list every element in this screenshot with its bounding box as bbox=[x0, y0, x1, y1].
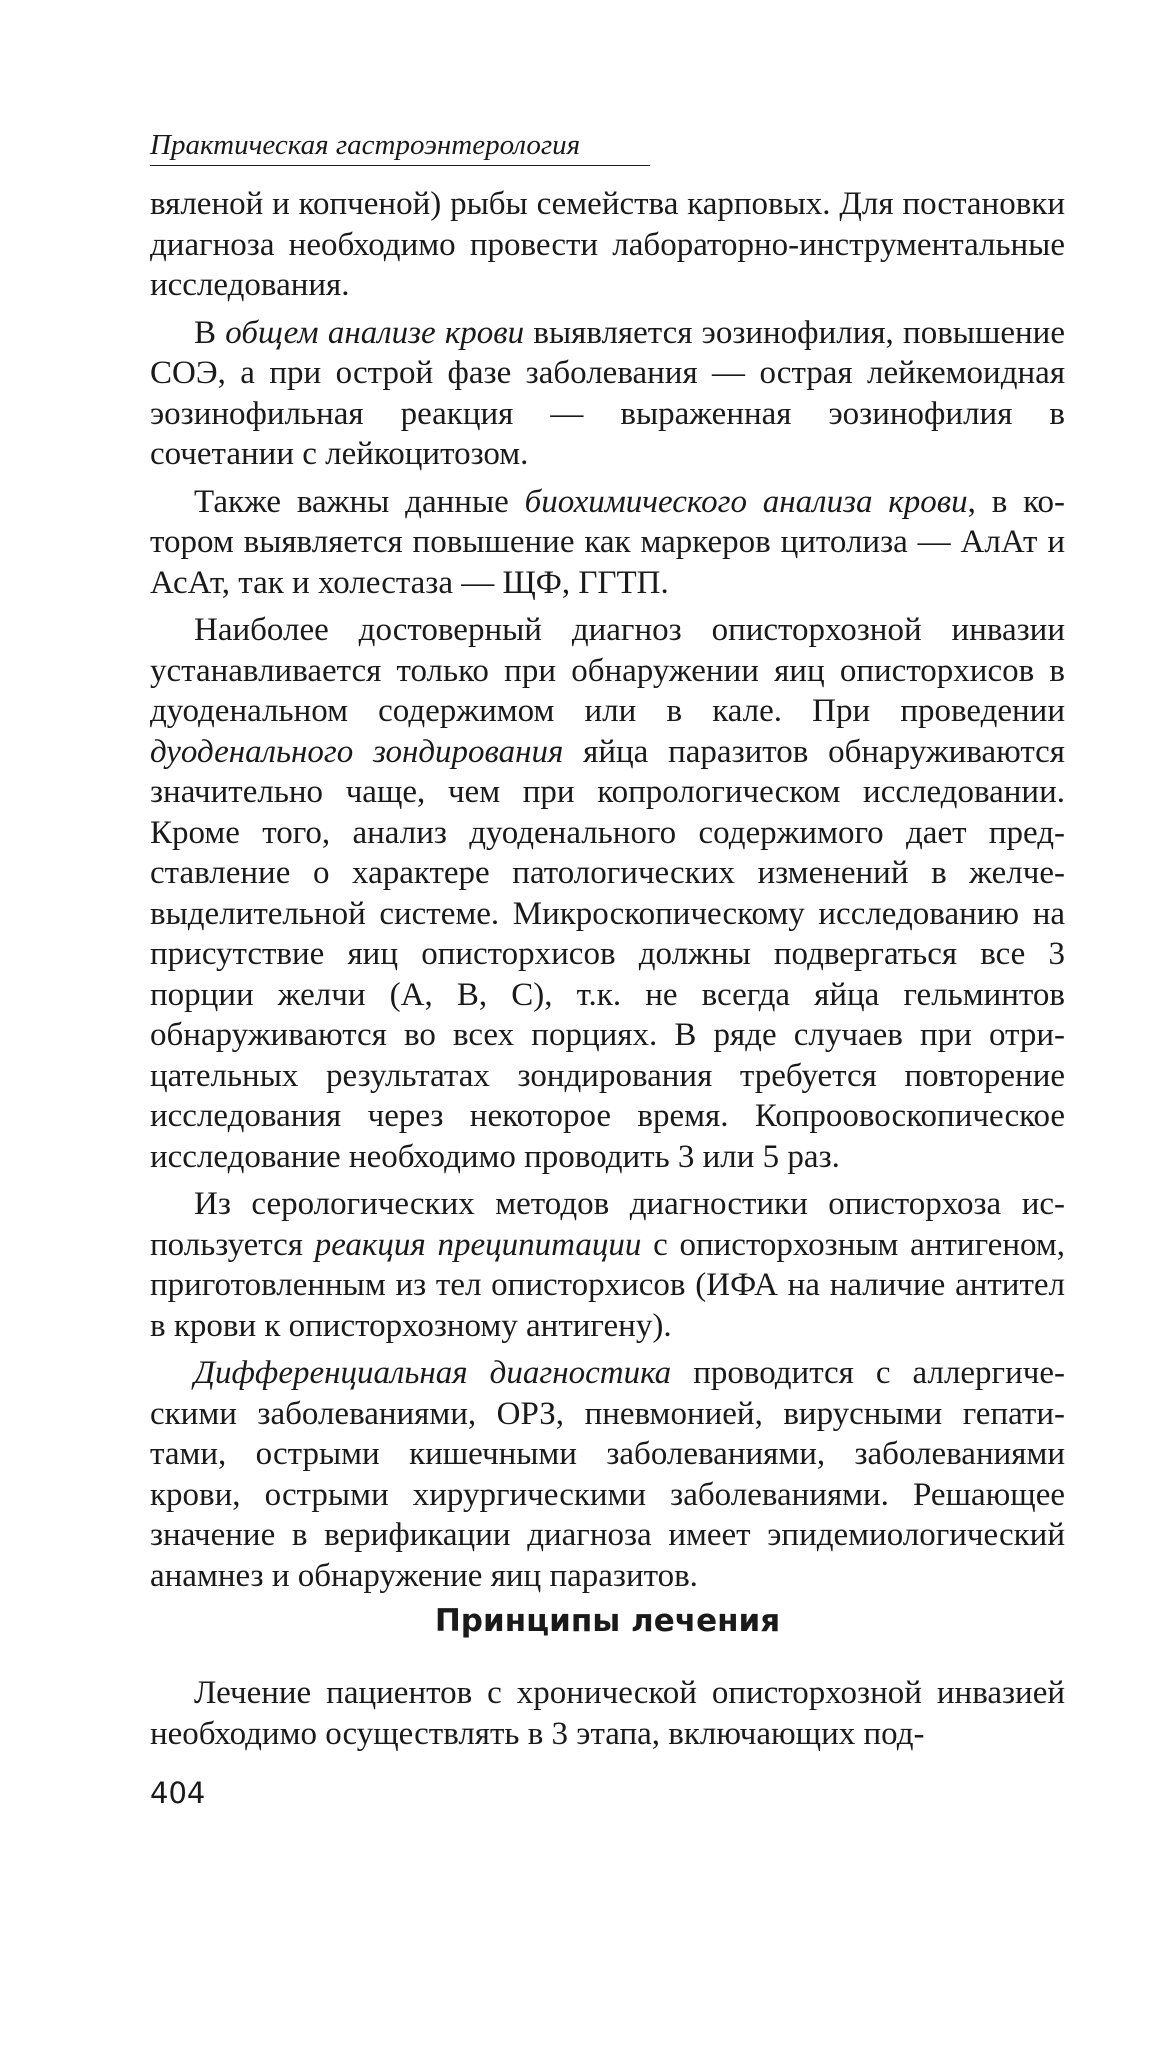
text-run: проводится с аллергическими заболеваниями, ОРЗ, пневмонией, вирусными гепатитами, острыми кишечными заболеваниями, заболеваниями крови, острыми хирургическими заболеваниями. Решающее значение в верификации диагноза имеет эпидемиологический анамнез и обнаружение яиц паразитов. bbox=[150, 1355, 1065, 1594]
paragraph bbox=[150, 610, 1065, 1177]
text-run: , в котором выявляется повышение как маркеров цитолиза — АлАт и АсАт, так и холестаза — ЩФ, ГГТП. bbox=[150, 483, 1065, 601]
running-head: Практическая гастроэнтерология bbox=[150, 128, 650, 166]
text-run: В bbox=[194, 314, 226, 351]
paragraph bbox=[150, 1353, 1065, 1596]
paragraph bbox=[150, 184, 1065, 306]
paragraph: Лечение пациентов с хронической описторхозной инвазией необходимо осуществлять в 3 этапа, включающих под- bbox=[150, 1675, 1065, 1752]
italic-term: дуоденального зондирования bbox=[150, 733, 564, 770]
text-run: вяленой и копченой) рыбы семейства карповых. Для постановки диагноза необходимо провести лабораторно-инструментальные исследования. bbox=[150, 186, 1065, 303]
text-run: выявляется эозинофилия, повышение СОЭ, а при острой фазе заболевания — острая лейкемоидная эозинофильная реакция — выраженная эозинофилия в сочетании с лейкоцитозом. bbox=[150, 314, 1065, 472]
text-run: Наиболее достоверный диагноз описторхозной инвазии устанавливается только при обнаружении яиц описторхисов в дуоденальном содержимом или в кале. При проведении bbox=[150, 612, 1065, 729]
italic-term: биохимического анализа крови bbox=[524, 483, 968, 520]
italic-term: реакция преципитации bbox=[314, 1226, 642, 1263]
section-heading: Принципы лечения bbox=[434, 1603, 781, 1639]
italic-term: Дифференциальная диагностика bbox=[194, 1355, 672, 1391]
paragraph bbox=[150, 1184, 1065, 1346]
paragraph bbox=[150, 482, 1065, 604]
text-run: Также важны данные bbox=[194, 483, 525, 520]
text-run: с описторхозным антигеном, приготовленным из тел описторхисов (ИФА на наличие антител в крови к описторхозному антигену). bbox=[150, 1226, 1065, 1344]
body-text bbox=[150, 184, 1065, 1603]
paragraph bbox=[150, 313, 1065, 475]
italic-term: общем анализе крови bbox=[225, 314, 525, 351]
text-run: Из серологических методов диагностики описторхоза используется bbox=[150, 1186, 1065, 1263]
closing-text bbox=[150, 1673, 1065, 1754]
text-run: яйца паразитов обнаруживаются значительно чаще, чем при копрологическом исследовании. Кроме того, анализ дуоденального содержимого дает представление о характере патологических изменений в желчевыделительной системе. Микроскопическому исследованию на присутствие яиц описторхисов должны подвергаться все 3 порции желчи (А, В, С), т.к. не всегда яйца гельминтов обнаруживаются во всех порциях. В ряде случаев при отрицательных результатах зондирования требуется повторение исследования через некоторое время. Копроовоскопическое исследование необходимо проводить 3 или 5 раз. bbox=[150, 733, 1065, 1175]
page-number: 404 bbox=[150, 1776, 206, 1810]
